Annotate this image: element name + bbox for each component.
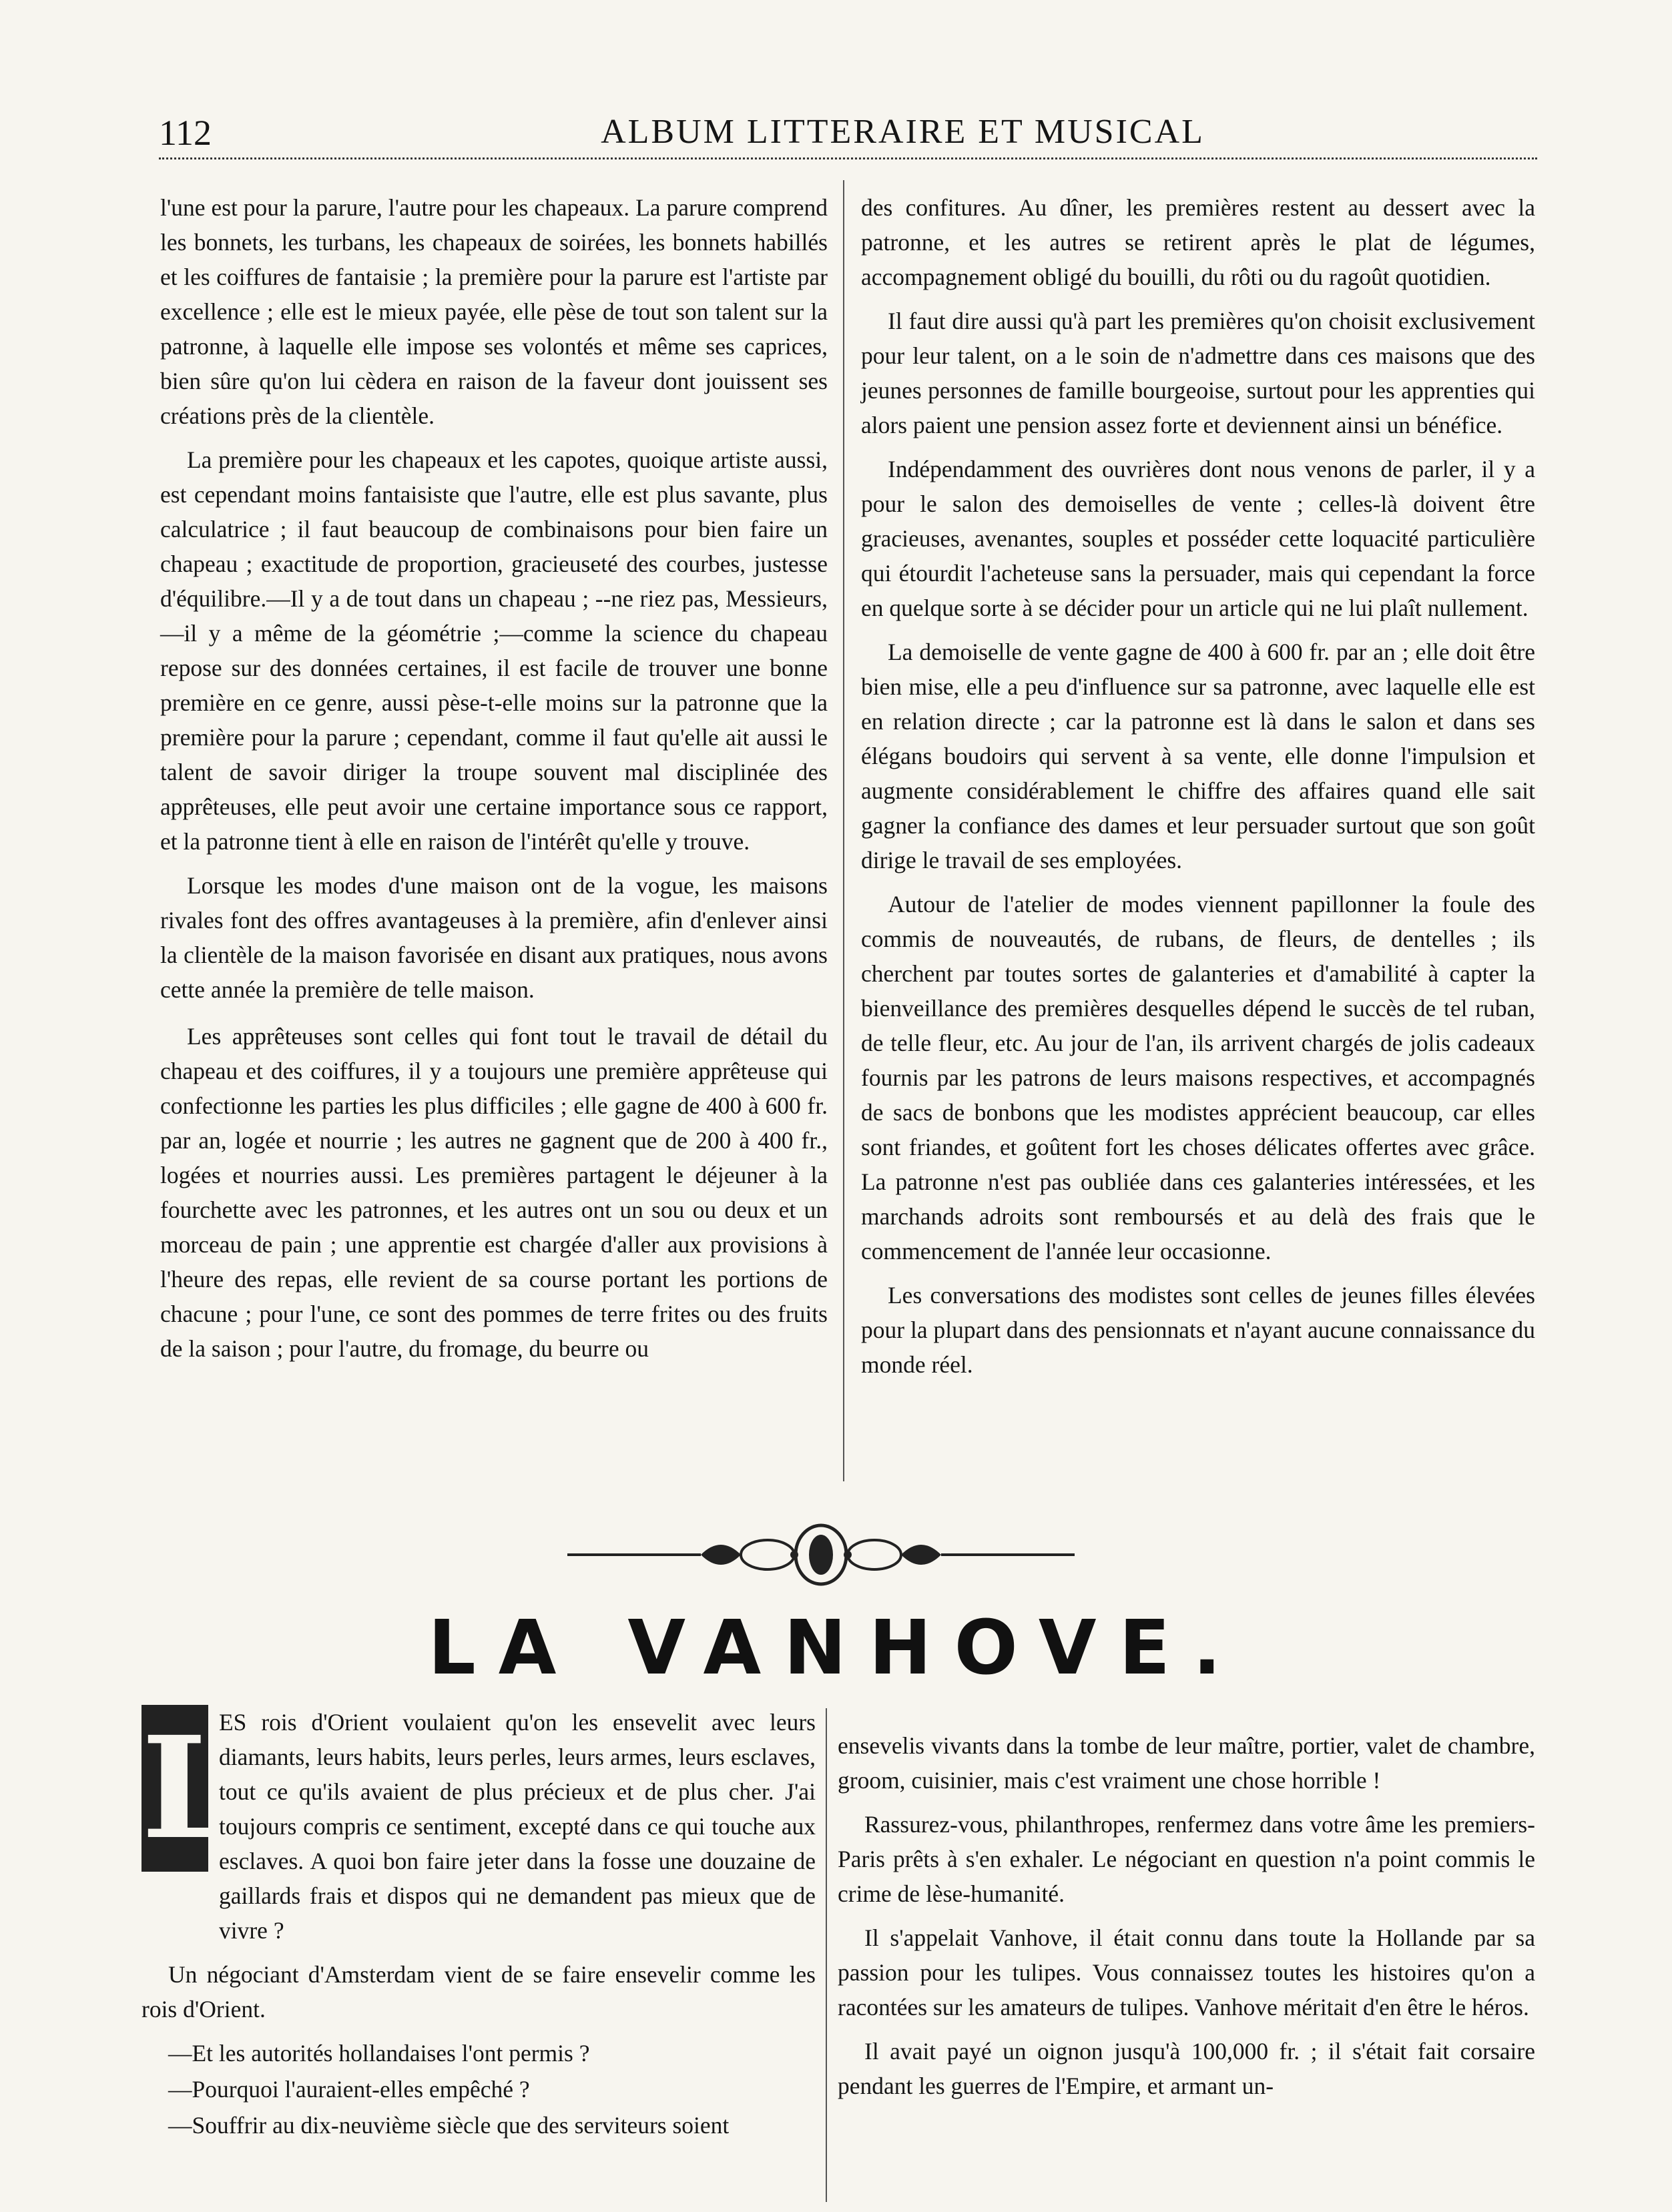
paragraph: Il faut dire aussi qu'à part les premières qu'on choisit exclusivement pour leur talent, on a le soin de n'admettre dans ces maisons que des jeunes personnes de famille bourgeoise, surtout pour les apprenties qui alors paient une pension assez forte et deviennent ainsi un bénéfice.	[861, 308, 1535, 438]
running-title: ALBUM LITTERAIRE ET MUSICAL	[601, 113, 1205, 151]
column-left-bottom	[142, 1705, 816, 2152]
paragraph: Il avait payé un oignon jusqu'à 100,000 fr. ; il s'était fait corsaire pendant les guerres de l'Empire, et armant un-	[838, 2038, 1535, 2099]
paragraph: Les apprêteuses sont celles qui font tout le travail de détail du chapeau et des coiffures, il y a toujours une première apprêteuse qui confectionne les parties les plus difficiles ; elle gagne de 400 à 600 fr. par an, logée et nourrie ; les autres ne gagnent que de 200 à 400 fr., logées et nourries aussi. Les premières partagent le déjeuner à la fourchette avec les patronnes, et les autres ont un sou ou deux et un morceau de pain ; une apprentie est chargée d'aller aux provisions à l'heure des repas, elle revient de sa course portant les portions de chacune ; pour l'une, ce sont des pommes de terre frites ou des fruits de la saison ; pour l'autre, du fromage, du beurre ou	[160, 1023, 828, 1362]
dialogue-line: —Et les autorités hollandaises l'ont permis ?	[168, 2040, 590, 2067]
column-right-bottom	[838, 1728, 1535, 2113]
paragraph: Rassurez-vous, philanthropes, renfermez dans votre âme les premiers-Paris prêts à s'en exhaler. Le négociant en question n'a point commis le crime de lèse-humanité.	[838, 1811, 1535, 1907]
header-rule	[159, 157, 1537, 162]
dialogue-line: —Pourquoi l'auraient-elles empêché ?	[168, 2076, 530, 2103]
paragraph: Il s'appelait Vanhove, il était connu dans toute la Hollande par sa passion pour les tulipes. Vous connaissez toutes les histoires qu'on a racontées sur les amateurs de tulipes. Vanhove méritait d'en être le héros.	[838, 1924, 1535, 2020]
article-title: LA VANHOVE.	[428, 1605, 1244, 1692]
paragraph: La demoiselle de vente gagne de 400 à 600 fr. par an ; elle doit être bien mise, elle a peu d'influence sur sa patronne, avec laquelle elle est en relation directe ; car la patronne est là dans le salon et dans ses élégans boudoirs qui servent à sa vente, elle donne l'impulsion et augmente considérablement le chiffre des affaires quand elle sait gagner la confiance des dames et leur persuader surtout que son goût dirige le travail de ses employées.	[861, 639, 1535, 873]
column-divider-top	[843, 180, 844, 1481]
column-right-top	[861, 190, 1535, 1391]
page-number: 112	[159, 113, 212, 153]
paragraph: Un négociant d'Amsterdam vient de se faire ensevelir comme les rois d'Orient.	[142, 1961, 816, 2022]
paragraph: ES rois d'Orient voulaient qu'on les ensevelit avec leurs diamants, leurs habits, leurs perles, leurs armes, leurs esclaves, tout ce qu'ils avaient de plus précieux et de plus cher. J'ai toujours compris ce sentiment, excepté dans ce qui touche aux esclaves. A quoi bon faire jeter dans la fosse une douzaine de gaillards frais et dispos qui ne demandent pas mieux que de vivre ?	[219, 1709, 816, 1944]
column-left-top	[160, 190, 828, 1375]
paragraph: Autour de l'atelier de modes viennent papillonner la foule des commis de nouveautés, de rubans, de fleurs, de dentelles ; ils cherchent par toutes sortes de galanteries et d'amabilité à capter la bienveillance des premières desquelles dépend le succès de tel ruban, de telle fleur, etc. Au jour de l'an, ils arrivent chargés de jolis cadeaux fournis par les patrons de leurs maisons respectives, et accompagnés de sacs de bonbons que les modistes apprécient beaucoup, car elles sont friandes, et goûtent fort les choses délicates offertes avec grâce. La patronne n'est pas oubliée dans ces galanteries intéressées, et les marchands adroits sont remboursés et au delà des frais que le commencement de l'année leur occasionne.	[861, 891, 1535, 1264]
dialogue-line: —Souffrir au dix-neuvième siècle que des serviteurs soient	[168, 2112, 730, 2139]
paragraph: des confitures. Au dîner, les premières restent au dessert avec la patronne, et les autres se retirent après le plat de légumes, accompagnement obligé du bouilli, du rôti ou du ragoût quotidien.	[861, 194, 1535, 290]
paragraph: Indépendamment des ouvrières dont nous venons de parler, il y a pour le salon des demoiselles de vente ; celles-là doivent être gracieuses, avenantes, souples et posséder cette loquacité particulière qui étourdit l'acheteuse sans la persuader, mais qui cependant la force en quelque sorte à se décider pour un article qui ne lui plaît nullement.	[861, 456, 1535, 621]
paragraph: ensevelis vivants dans la tombe de leur maître, portier, valet de chambre, groom, cuisinier, mais c'est vraiment une chose horrible !	[838, 1732, 1535, 1794]
paragraph: Les conversations des modistes sont celles de jeunes filles élevées pour la plupart dans des pensionnats et n'ayant aucune connaissance du monde réel.	[861, 1282, 1535, 1378]
drop-cap: L	[142, 1706, 240, 1870]
ornament-divider	[567, 1515, 1075, 1595]
paragraph: l'une est pour la parure, l'autre pour les chapeaux. La parure comprend les bonnets, les turbans, les chapeaux de soirées, les bonnets habillés et les coiffures de fantaisie ; la première pour la parure est l'artiste par excellence ; elle est le mieux payée, elle pèse de tout son talent sur la patronne, à laquelle elle impose ses volontés et même ses caprices, bien sûre qu'on lui cèdera en raison de la faveur dont jouissent ses créations près de la clientèle.	[160, 194, 828, 429]
column-divider-bottom	[826, 1708, 827, 2202]
paragraph: La première pour les chapeaux et les capotes, quoique artiste aussi, est cependant moins fantaisiste que l'autre, elle est plus savante, plus calculatrice ; il faut beaucoup de combinaisons pour bien faire un chapeau ; exactitude de proportion, gracieuseté des courbes, justesse d'équilibre.—Il y a de tout dans un chapeau ; --ne riez pas, Messieurs,—il y a même de la géométrie ;—comme la science du chapeau repose sur des données certaines, il est facile de trouver une bonne première en ce genre, aussi pèse-t-elle moins sur la patronne que la première pour la parure ; cependant, comme il faut qu'elle ait aussi le talent de savoir diriger la troupe souvent mal disciplinée des apprêteuses, elle peut avoir une certaine importance sous ce rapport, et la patronne tient à elle en raison de l'intérêt qu'elle y trouve.	[160, 446, 828, 855]
paragraph: Lorsque les modes d'une maison ont de la vogue, les maisons rivales font des offres avantageuses à la première, afin d'enlever ainsi la clientèle de la maison favorisée en disant aux pratiques, nous avons cette année la première de telle maison.	[160, 872, 828, 1003]
